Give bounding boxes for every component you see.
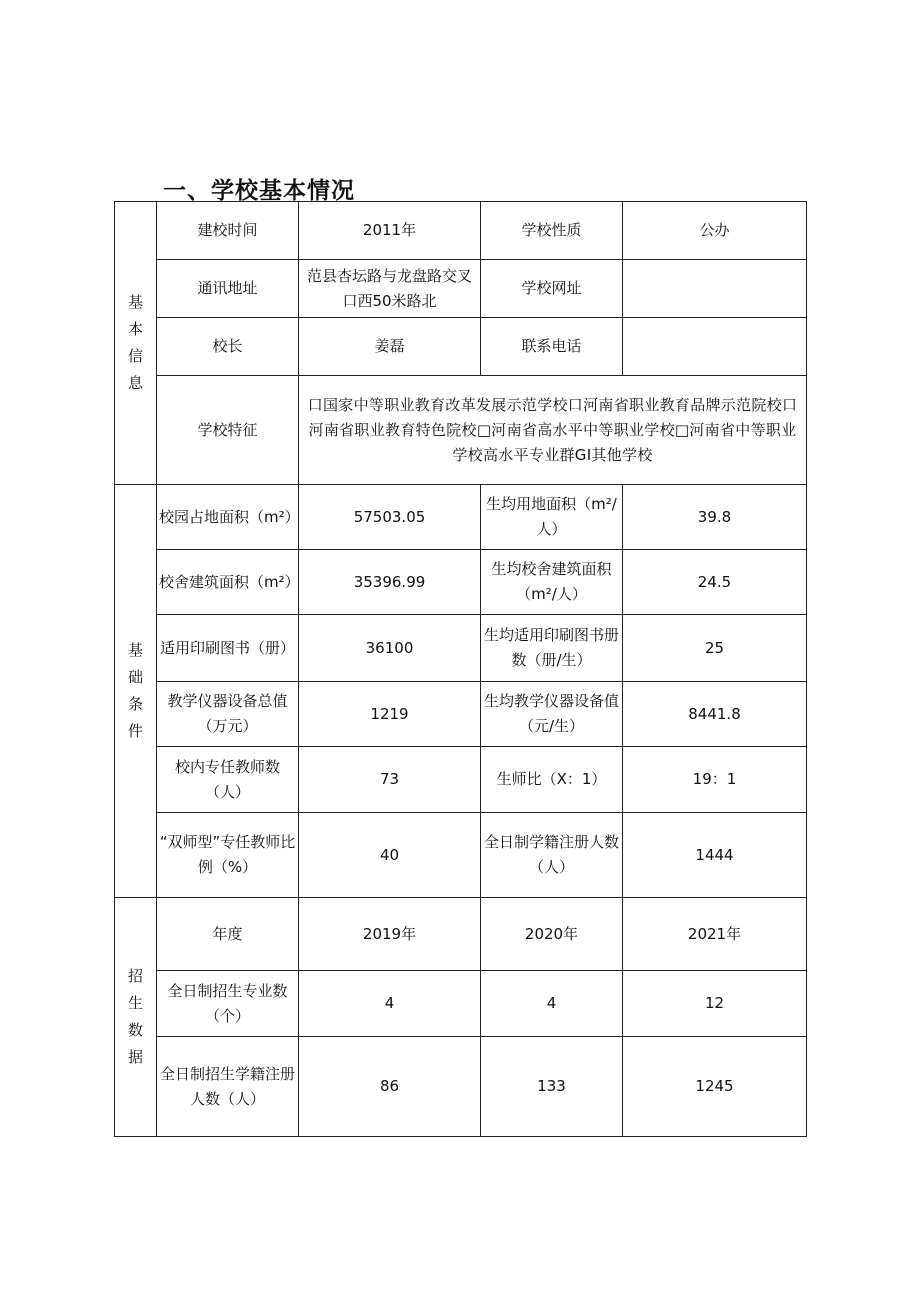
year-2019: 2019年 [299,898,481,971]
enrollment-value: 4 [481,971,623,1037]
year-2021: 2021年 [623,898,807,971]
foundation-value-2: 8441.8 [623,682,807,747]
website-value [623,260,807,318]
founded-label: 建校时间 [157,202,299,260]
table-row [115,202,807,260]
table-row [115,376,807,485]
phone-value [623,318,807,376]
foundation-value: 40 [299,813,481,898]
enrollment-label: 全日制招生学籍注册人数（人） [157,1037,299,1137]
table-row [115,682,807,747]
table-row [115,971,807,1037]
foundation-label: 校舍建筑面积（m²） [157,550,299,615]
section-label-enrollment: 招生数据 [115,898,157,1137]
table-row [115,550,807,615]
nature-value: 公办 [623,202,807,260]
enrollment-label: 全日制招生专业数（个） [157,971,299,1037]
foundation-value: 36100 [299,615,481,682]
enrollment-value: 133 [481,1037,623,1137]
features-label: 学校特征 [157,376,299,485]
nature-label: 学校性质 [481,202,623,260]
table-row [115,260,807,318]
year-2020: 2020年 [481,898,623,971]
features-value: 口国家中等职业教育改革发展示范学校口河南省职业教育品牌示范院校口河南省职业教育特色院校□河南省高水平中等职业学校□河南省中等职业学校高水平专业群GI其他学校 [299,376,807,485]
table-row [115,485,807,550]
section-label-basic: 基本信息 [115,202,157,485]
foundation-label-2: 生均校舍建筑面积（m²/人） [481,550,623,615]
foundation-label-2: 生均用地面积（m²/人） [481,485,623,550]
foundation-value-2: 19：1 [623,747,807,813]
foundation-value-2: 1444 [623,813,807,898]
phone-label: 联系电话 [481,318,623,376]
principal-value: 姜磊 [299,318,481,376]
foundation-label-2: 生师比（X：1） [481,747,623,813]
foundation-value-2: 24.5 [623,550,807,615]
foundation-value: 1219 [299,682,481,747]
foundation-value: 57503.05 [299,485,481,550]
foundation-label: “双师型”专任教师比例（%） [157,813,299,898]
website-label: 学校网址 [481,260,623,318]
table-row [115,898,807,971]
foundation-label: 教学仪器设备总值（万元） [157,682,299,747]
foundation-value: 35396.99 [299,550,481,615]
table-row [115,813,807,898]
founded-value: 2011年 [299,202,481,260]
table-row [115,1037,807,1137]
foundation-value-2: 25 [623,615,807,682]
foundation-label-2: 生均适用印刷图书册数（册/生） [481,615,623,682]
foundation-label: 适用印刷图书（册） [157,615,299,682]
foundation-label-2: 生均教学仪器设备值（元/生） [481,682,623,747]
foundation-label: 校园占地面积（m²） [157,485,299,550]
enrollment-value: 86 [299,1037,481,1137]
foundation-value-2: 39.8 [623,485,807,550]
table-row [115,318,807,376]
school-info-table [114,201,807,1137]
foundation-label: 校内专任教师数（人） [157,747,299,813]
enrollment-value: 12 [623,971,807,1037]
page-title: 一、学校基本情况 [163,178,355,204]
year-label: 年度 [157,898,299,971]
foundation-value: 73 [299,747,481,813]
enrollment-value: 1245 [623,1037,807,1137]
foundation-label-2: 全日制学籍注册人数（人） [481,813,623,898]
section-label-foundation: 基础条件 [115,485,157,898]
table-row [115,615,807,682]
principal-label: 校长 [157,318,299,376]
table-row [115,747,807,813]
address-value: 范县杏坛路与龙盘路交叉口西50米路北 [299,260,481,318]
enrollment-value: 4 [299,971,481,1037]
address-label: 通讯地址 [157,260,299,318]
